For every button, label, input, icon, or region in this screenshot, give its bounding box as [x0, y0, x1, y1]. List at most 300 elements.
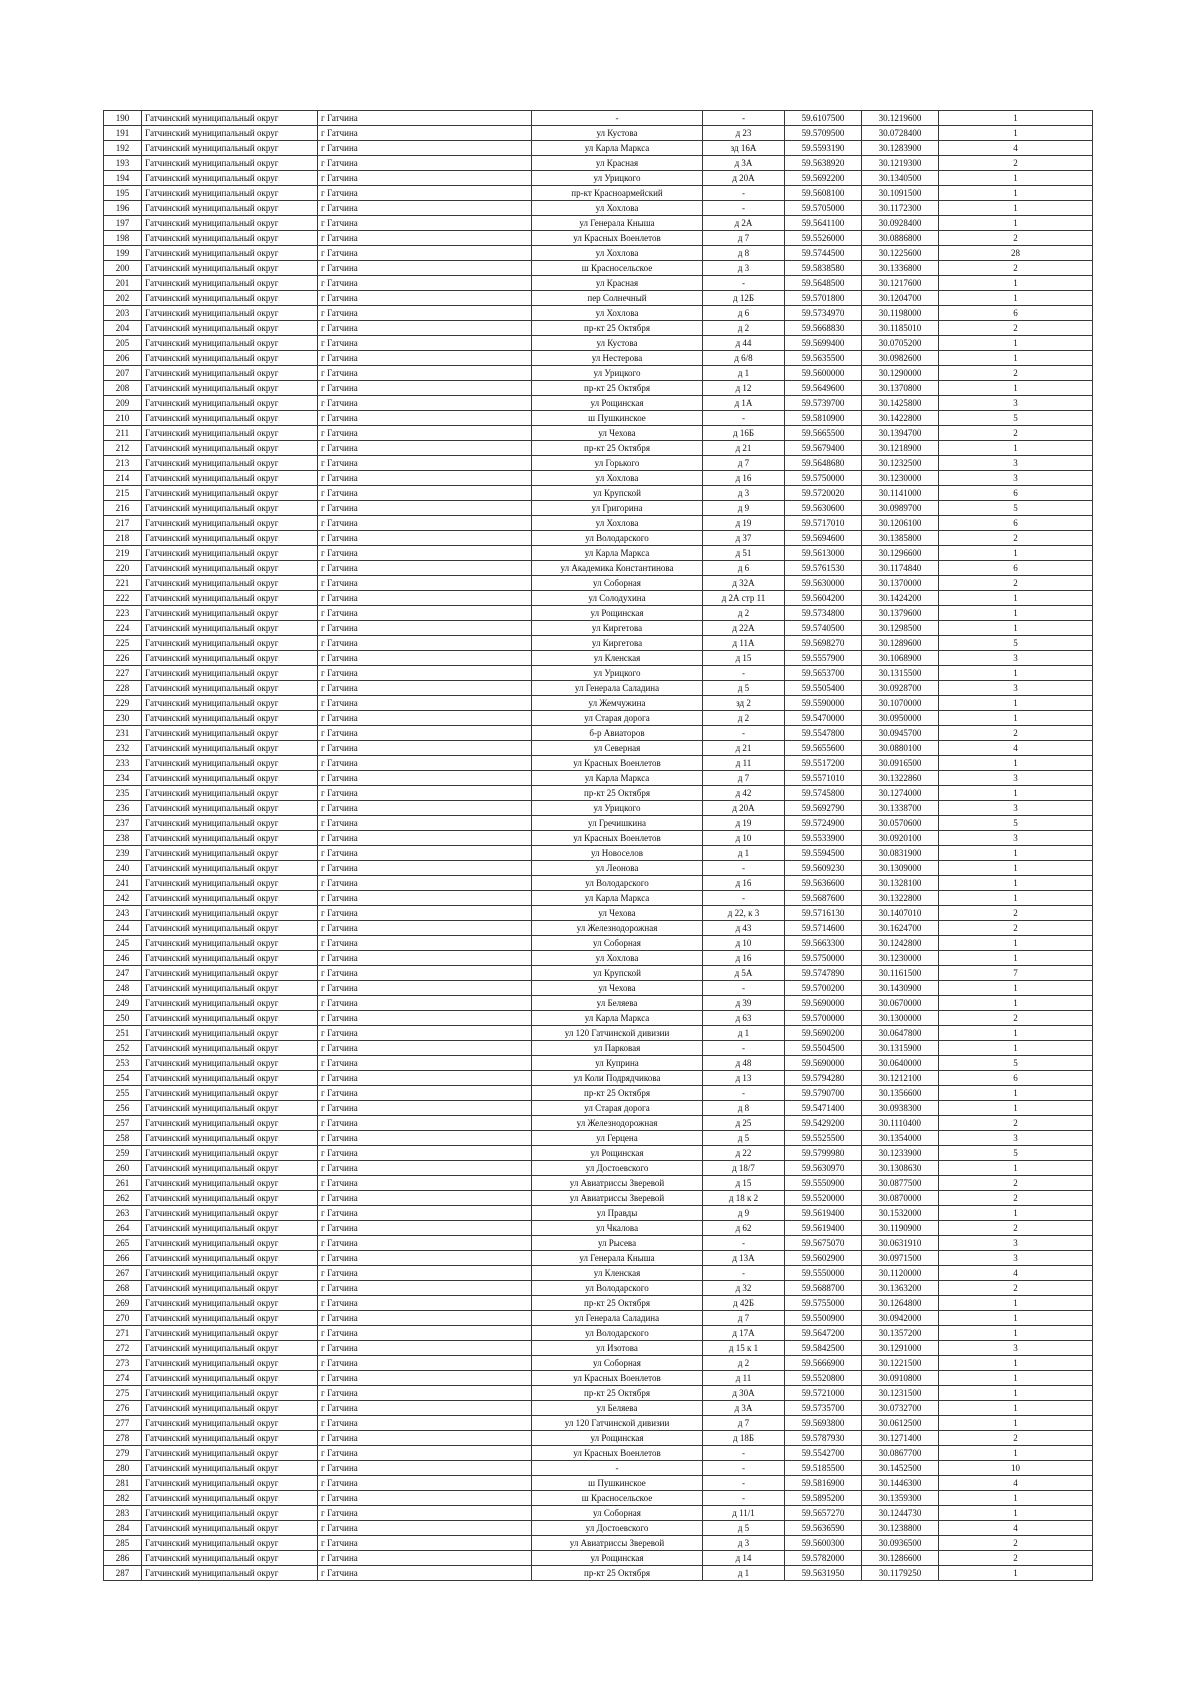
latitude-cell: 59.5709500	[785, 126, 862, 141]
longitude-cell: 30.1244730	[862, 1506, 939, 1521]
latitude-cell: 59.6107500	[785, 111, 862, 126]
street-cell: ул Герцена	[532, 1131, 703, 1146]
district-cell: Гатчинский муниципальный округ	[142, 516, 318, 531]
latitude-cell: 59.5613000	[785, 546, 862, 561]
latitude-cell: 59.5747890	[785, 966, 862, 981]
longitude-cell: 30.1291000	[862, 1341, 939, 1356]
street-cell: пр-кт 25 Октября	[532, 1566, 703, 1581]
city-cell: г Гатчина	[318, 216, 532, 231]
count-cell: 28	[939, 246, 1093, 261]
row-number: 219	[104, 546, 142, 561]
house-cell: д 3	[703, 486, 785, 501]
count-cell: 1	[939, 1161, 1093, 1176]
house-cell: д 42Б	[703, 1296, 785, 1311]
house-cell: -	[703, 726, 785, 741]
table-row	[104, 1296, 1093, 1311]
table-row	[104, 1491, 1093, 1506]
row-number: 272	[104, 1341, 142, 1356]
count-cell: 3	[939, 771, 1093, 786]
house-cell: -	[703, 1236, 785, 1251]
latitude-cell: 59.5653700	[785, 666, 862, 681]
house-cell: -	[703, 861, 785, 876]
district-cell: Гатчинский муниципальный округ	[142, 411, 318, 426]
latitude-cell: 59.5550000	[785, 1266, 862, 1281]
house-cell: д 18/7	[703, 1161, 785, 1176]
count-cell: 1	[939, 126, 1093, 141]
longitude-cell: 30.1219600	[862, 111, 939, 126]
street-cell: ул Карла Маркса	[532, 141, 703, 156]
longitude-cell: 30.1322800	[862, 891, 939, 906]
row-number: 277	[104, 1416, 142, 1431]
count-cell: 3	[939, 1236, 1093, 1251]
table-row	[104, 1551, 1093, 1566]
latitude-cell: 59.5694600	[785, 531, 862, 546]
district-cell: Гатчинский муниципальный округ	[142, 546, 318, 561]
street-cell: ул Генерала Саладина	[532, 1311, 703, 1326]
district-cell: Гатчинский муниципальный округ	[142, 141, 318, 156]
street-cell: ул Генерала Саладина	[532, 681, 703, 696]
latitude-cell: 59.5724900	[785, 816, 862, 831]
table-row	[104, 1221, 1093, 1236]
district-cell: Гатчинский муниципальный округ	[142, 201, 318, 216]
count-cell: 1	[939, 696, 1093, 711]
row-number: 273	[104, 1356, 142, 1371]
street-cell: ул Чехова	[532, 906, 703, 921]
table-row	[104, 1056, 1093, 1071]
street-cell: пр-кт 25 Октября	[532, 786, 703, 801]
count-cell: 3	[939, 651, 1093, 666]
city-cell: г Гатчина	[318, 111, 532, 126]
latitude-cell: 59.5557900	[785, 651, 862, 666]
table-row	[104, 1146, 1093, 1161]
latitude-cell: 59.5679400	[785, 441, 862, 456]
street-cell: ул Правды	[532, 1206, 703, 1221]
street-cell: ул Хохлова	[532, 471, 703, 486]
table-row	[104, 1131, 1093, 1146]
district-cell: Гатчинский муниципальный округ	[142, 1011, 318, 1026]
street-cell: ул Горького	[532, 456, 703, 471]
count-cell: 4	[939, 1266, 1093, 1281]
longitude-cell: 30.0570600	[862, 816, 939, 831]
longitude-cell: 30.0971500	[862, 1251, 939, 1266]
city-cell: г Гатчина	[318, 1491, 532, 1506]
city-cell: г Гатчина	[318, 801, 532, 816]
district-cell: Гатчинский муниципальный округ	[142, 1131, 318, 1146]
house-cell: д 48	[703, 1056, 785, 1071]
street-cell: ул Беляева	[532, 996, 703, 1011]
street-cell: ул Володарского	[532, 1281, 703, 1296]
district-cell: Гатчинский муниципальный округ	[142, 1281, 318, 1296]
count-cell: 1	[939, 876, 1093, 891]
latitude-cell: 59.5700200	[785, 981, 862, 996]
city-cell: г Гатчина	[318, 996, 532, 1011]
street-cell: ш Красносельское	[532, 261, 703, 276]
table-row	[104, 1191, 1093, 1206]
street-cell: ул Нестерова	[532, 351, 703, 366]
district-cell: Гатчинский муниципальный округ	[142, 771, 318, 786]
row-number: 237	[104, 816, 142, 831]
table-row	[104, 1236, 1093, 1251]
city-cell: г Гатчина	[318, 936, 532, 951]
count-cell: 1	[939, 846, 1093, 861]
street-cell: ул Авиатриссы Зверевой	[532, 1536, 703, 1551]
table-row	[104, 546, 1093, 561]
row-number: 226	[104, 651, 142, 666]
street-cell: ул Володарского	[532, 1326, 703, 1341]
table-row	[104, 1566, 1093, 1581]
house-cell: зд 16А	[703, 141, 785, 156]
district-cell: Гатчинский муниципальный округ	[142, 306, 318, 321]
table-row	[104, 1116, 1093, 1131]
district-cell: Гатчинский муниципальный округ	[142, 921, 318, 936]
city-cell: г Гатчина	[318, 726, 532, 741]
table-row	[104, 1251, 1093, 1266]
house-cell: д 1	[703, 1026, 785, 1041]
district-cell: Гатчинский муниципальный округ	[142, 951, 318, 966]
latitude-cell: 59.5750000	[785, 471, 862, 486]
longitude-cell: 30.1225600	[862, 246, 939, 261]
latitude-cell: 59.5701800	[785, 291, 862, 306]
house-cell: д 6	[703, 306, 785, 321]
latitude-cell: 59.5609230	[785, 861, 862, 876]
district-cell: Гатчинский муниципальный округ	[142, 891, 318, 906]
latitude-cell: 59.5666900	[785, 1356, 862, 1371]
row-number: 205	[104, 336, 142, 351]
count-cell: 2	[939, 231, 1093, 246]
count-cell: 2	[939, 156, 1093, 171]
city-cell: г Гатчина	[318, 351, 532, 366]
longitude-cell: 30.0880100	[862, 741, 939, 756]
count-cell: 1	[939, 996, 1093, 1011]
district-cell: Гатчинский муниципальный округ	[142, 1431, 318, 1446]
row-number: 259	[104, 1146, 142, 1161]
street-cell: ул Киргетова	[532, 636, 703, 651]
latitude-cell: 59.5631950	[785, 1566, 862, 1581]
city-cell: г Гатчина	[318, 306, 532, 321]
district-cell: Гатчинский муниципальный округ	[142, 1311, 318, 1326]
latitude-cell: 59.5692200	[785, 171, 862, 186]
city-cell: г Гатчина	[318, 336, 532, 351]
document-page	[103, 110, 1092, 1581]
city-cell: г Гатчина	[318, 1461, 532, 1476]
house-cell: д 11А	[703, 636, 785, 651]
house-cell: д 25	[703, 1116, 785, 1131]
registry-table	[103, 110, 1093, 1581]
city-cell: г Гатчина	[318, 816, 532, 831]
table-row	[104, 141, 1093, 156]
city-cell: г Гатчина	[318, 1446, 532, 1461]
street-cell: пр-кт 25 Октября	[532, 1296, 703, 1311]
street-cell: ул Красных Военлетов	[532, 1446, 703, 1461]
row-number: 247	[104, 966, 142, 981]
house-cell: -	[703, 1461, 785, 1476]
district-cell: Гатчинский муниципальный округ	[142, 486, 318, 501]
longitude-cell: 30.0728400	[862, 126, 939, 141]
table-row	[104, 966, 1093, 981]
city-cell: г Гатчина	[318, 1071, 532, 1086]
city-cell: г Гатчина	[318, 921, 532, 936]
table-row	[104, 1446, 1093, 1461]
latitude-cell: 59.5429200	[785, 1116, 862, 1131]
latitude-cell: 59.5838580	[785, 261, 862, 276]
city-cell: г Гатчина	[318, 831, 532, 846]
table-row	[104, 831, 1093, 846]
table-row	[104, 1266, 1093, 1281]
city-cell: г Гатчина	[318, 1521, 532, 1536]
street-cell: ул Академика Константинова	[532, 561, 703, 576]
latitude-cell: 59.5500900	[785, 1311, 862, 1326]
latitude-cell: 59.5816900	[785, 1476, 862, 1491]
city-cell: г Гатчина	[318, 1296, 532, 1311]
count-cell: 2	[939, 1281, 1093, 1296]
district-cell: Гатчинский муниципальный округ	[142, 876, 318, 891]
house-cell: д 5	[703, 1521, 785, 1536]
latitude-cell: 59.5600300	[785, 1536, 862, 1551]
district-cell: Гатчинский муниципальный округ	[142, 1296, 318, 1311]
table-body	[104, 111, 1093, 1581]
table-row	[104, 1521, 1093, 1536]
row-number: 235	[104, 786, 142, 801]
city-cell: г Гатчина	[318, 966, 532, 981]
table-row	[104, 756, 1093, 771]
district-cell: Гатчинский муниципальный округ	[142, 246, 318, 261]
row-number: 274	[104, 1371, 142, 1386]
row-number: 220	[104, 561, 142, 576]
count-cell: 1	[939, 1566, 1093, 1581]
count-cell: 1	[939, 1101, 1093, 1116]
latitude-cell: 59.5542700	[785, 1446, 862, 1461]
table-row	[104, 1431, 1093, 1446]
longitude-cell: 30.1141000	[862, 486, 939, 501]
city-cell: г Гатчина	[318, 981, 532, 996]
house-cell: д 15 к 1	[703, 1341, 785, 1356]
house-cell: д 44	[703, 336, 785, 351]
street-cell: ул Урицкого	[532, 366, 703, 381]
city-cell: г Гатчина	[318, 1026, 532, 1041]
row-number: 199	[104, 246, 142, 261]
district-cell: Гатчинский муниципальный округ	[142, 741, 318, 756]
district-cell: Гатчинский муниципальный округ	[142, 1026, 318, 1041]
street-cell: ул Рощинская	[532, 396, 703, 411]
city-cell: г Гатчина	[318, 1311, 532, 1326]
district-cell: Гатчинский муниципальный округ	[142, 291, 318, 306]
table-row	[104, 516, 1093, 531]
district-cell: Гатчинский муниципальный округ	[142, 1071, 318, 1086]
city-cell: г Гатчина	[318, 1221, 532, 1236]
city-cell: г Гатчина	[318, 1236, 532, 1251]
house-cell: д 2	[703, 711, 785, 726]
house-cell: д 14	[703, 1551, 785, 1566]
street-cell: ул Хохлова	[532, 306, 703, 321]
city-cell: г Гатчина	[318, 861, 532, 876]
count-cell: 2	[939, 726, 1093, 741]
city-cell: г Гатчина	[318, 681, 532, 696]
count-cell: 2	[939, 321, 1093, 336]
street-cell: ул Хохлова	[532, 516, 703, 531]
row-number: 202	[104, 291, 142, 306]
latitude-cell: 59.5619400	[785, 1206, 862, 1221]
latitude-cell: 59.5690000	[785, 996, 862, 1011]
row-number: 223	[104, 606, 142, 621]
district-cell: Гатчинский муниципальный округ	[142, 1266, 318, 1281]
street-cell: -	[532, 111, 703, 126]
table-row	[104, 1371, 1093, 1386]
latitude-cell: 59.5594500	[785, 846, 862, 861]
district-cell: Гатчинский муниципальный округ	[142, 1251, 318, 1266]
district-cell: Гатчинский муниципальный округ	[142, 756, 318, 771]
latitude-cell: 59.5608100	[785, 186, 862, 201]
count-cell: 3	[939, 831, 1093, 846]
table-row	[104, 1161, 1093, 1176]
district-cell: Гатчинский муниципальный округ	[142, 1551, 318, 1566]
district-cell: Гатчинский муниципальный округ	[142, 186, 318, 201]
house-cell: д 5	[703, 681, 785, 696]
longitude-cell: 30.0670000	[862, 996, 939, 1011]
count-cell: 1	[939, 111, 1093, 126]
street-cell: ул Куприна	[532, 1056, 703, 1071]
street-cell: ул 120 Гатчинской дивизии	[532, 1416, 703, 1431]
house-cell: д 12Б	[703, 291, 785, 306]
district-cell: Гатчинский муниципальный округ	[142, 1566, 318, 1581]
count-cell: 1	[939, 1416, 1093, 1431]
latitude-cell: 59.5604200	[785, 591, 862, 606]
count-cell: 5	[939, 1056, 1093, 1071]
count-cell: 1	[939, 981, 1093, 996]
row-number: 245	[104, 936, 142, 951]
row-number: 211	[104, 426, 142, 441]
longitude-cell: 30.1110400	[862, 1116, 939, 1131]
house-cell: д 9	[703, 501, 785, 516]
street-cell: ш Пушкинское	[532, 411, 703, 426]
street-cell: ш Красносельское	[532, 1491, 703, 1506]
count-cell: 1	[939, 216, 1093, 231]
count-cell: 2	[939, 1536, 1093, 1551]
street-cell: пр-кт Красноармейский	[532, 186, 703, 201]
longitude-cell: 30.1407010	[862, 906, 939, 921]
district-cell: Гатчинский муниципальный округ	[142, 801, 318, 816]
latitude-cell: 59.5693800	[785, 1416, 862, 1431]
longitude-cell: 30.1212100	[862, 1071, 939, 1086]
street-cell: ул Карла Маркса	[532, 891, 703, 906]
street-cell: ул Карла Маркса	[532, 771, 703, 786]
row-number: 282	[104, 1491, 142, 1506]
longitude-cell: 30.1242800	[862, 936, 939, 951]
street-cell: ул Старая дорога	[532, 1101, 703, 1116]
house-cell: д 30А	[703, 1386, 785, 1401]
house-cell: д 3А	[703, 1401, 785, 1416]
longitude-cell: 30.1231500	[862, 1386, 939, 1401]
district-cell: Гатчинский муниципальный округ	[142, 171, 318, 186]
city-cell: г Гатчина	[318, 126, 532, 141]
longitude-cell: 30.0831900	[862, 846, 939, 861]
street-cell: пр-кт 25 Октября	[532, 1086, 703, 1101]
house-cell: д 2	[703, 606, 785, 621]
table-row	[104, 411, 1093, 426]
row-number: 200	[104, 261, 142, 276]
district-cell: Гатчинский муниципальный округ	[142, 471, 318, 486]
district-cell: Гатчинский муниципальный округ	[142, 1176, 318, 1191]
longitude-cell: 30.1356600	[862, 1086, 939, 1101]
count-cell: 4	[939, 741, 1093, 756]
row-number: 201	[104, 276, 142, 291]
longitude-cell: 30.1190900	[862, 1221, 939, 1236]
longitude-cell: 30.1385800	[862, 531, 939, 546]
latitude-cell: 59.5517200	[785, 756, 862, 771]
house-cell: -	[703, 1476, 785, 1491]
longitude-cell: 30.1357200	[862, 1326, 939, 1341]
longitude-cell: 30.1452500	[862, 1461, 939, 1476]
row-number: 208	[104, 381, 142, 396]
latitude-cell: 59.5721000	[785, 1386, 862, 1401]
house-cell: д 32А	[703, 576, 785, 591]
row-number: 192	[104, 141, 142, 156]
longitude-cell: 30.1070000	[862, 696, 939, 711]
table-row	[104, 186, 1093, 201]
district-cell: Гатчинский муниципальный округ	[142, 501, 318, 516]
count-cell: 1	[939, 786, 1093, 801]
longitude-cell: 30.1422800	[862, 411, 939, 426]
district-cell: Гатчинский муниципальный округ	[142, 231, 318, 246]
table-row	[104, 741, 1093, 756]
longitude-cell: 30.1379600	[862, 606, 939, 621]
street-cell: пр-кт 25 Октября	[532, 321, 703, 336]
city-cell: г Гатчина	[318, 951, 532, 966]
city-cell: г Гатчина	[318, 396, 532, 411]
count-cell: 1	[939, 1491, 1093, 1506]
latitude-cell: 59.5649600	[785, 381, 862, 396]
longitude-cell: 30.1298500	[862, 621, 939, 636]
longitude-cell: 30.0870000	[862, 1191, 939, 1206]
house-cell: д 7	[703, 1416, 785, 1431]
latitude-cell: 59.5590000	[785, 696, 862, 711]
city-cell: г Гатчина	[318, 1341, 532, 1356]
count-cell: 3	[939, 1341, 1093, 1356]
street-cell: ул Красных Военлетов	[532, 831, 703, 846]
street-cell: ул Хохлова	[532, 246, 703, 261]
latitude-cell: 59.5688700	[785, 1281, 862, 1296]
house-cell: -	[703, 666, 785, 681]
row-number: 222	[104, 591, 142, 606]
table-row	[104, 351, 1093, 366]
longitude-cell: 30.1221500	[862, 1356, 939, 1371]
row-number: 275	[104, 1386, 142, 1401]
street-cell: ул Достоевского	[532, 1521, 703, 1536]
row-number: 203	[104, 306, 142, 321]
table-row	[104, 486, 1093, 501]
table-row	[104, 951, 1093, 966]
street-cell: ул Крупской	[532, 966, 703, 981]
table-row	[104, 621, 1093, 636]
city-cell: г Гатчина	[318, 246, 532, 261]
row-number: 251	[104, 1026, 142, 1041]
row-number: 248	[104, 981, 142, 996]
latitude-cell: 59.5630970	[785, 1161, 862, 1176]
house-cell: зд 2	[703, 696, 785, 711]
row-number: 257	[104, 1116, 142, 1131]
count-cell: 2	[939, 906, 1093, 921]
district-cell: Гатчинский муниципальный округ	[142, 351, 318, 366]
latitude-cell: 59.5705000	[785, 201, 862, 216]
city-cell: г Гатчина	[318, 1356, 532, 1371]
count-cell: 1	[939, 1026, 1093, 1041]
city-cell: г Гатчина	[318, 1281, 532, 1296]
city-cell: г Гатчина	[318, 1266, 532, 1281]
street-cell: ул Северная	[532, 741, 703, 756]
row-number: 238	[104, 831, 142, 846]
latitude-cell: 59.5700000	[785, 1011, 862, 1026]
street-cell: ул Урицкого	[532, 801, 703, 816]
street-cell: ул Рощинская	[532, 606, 703, 621]
